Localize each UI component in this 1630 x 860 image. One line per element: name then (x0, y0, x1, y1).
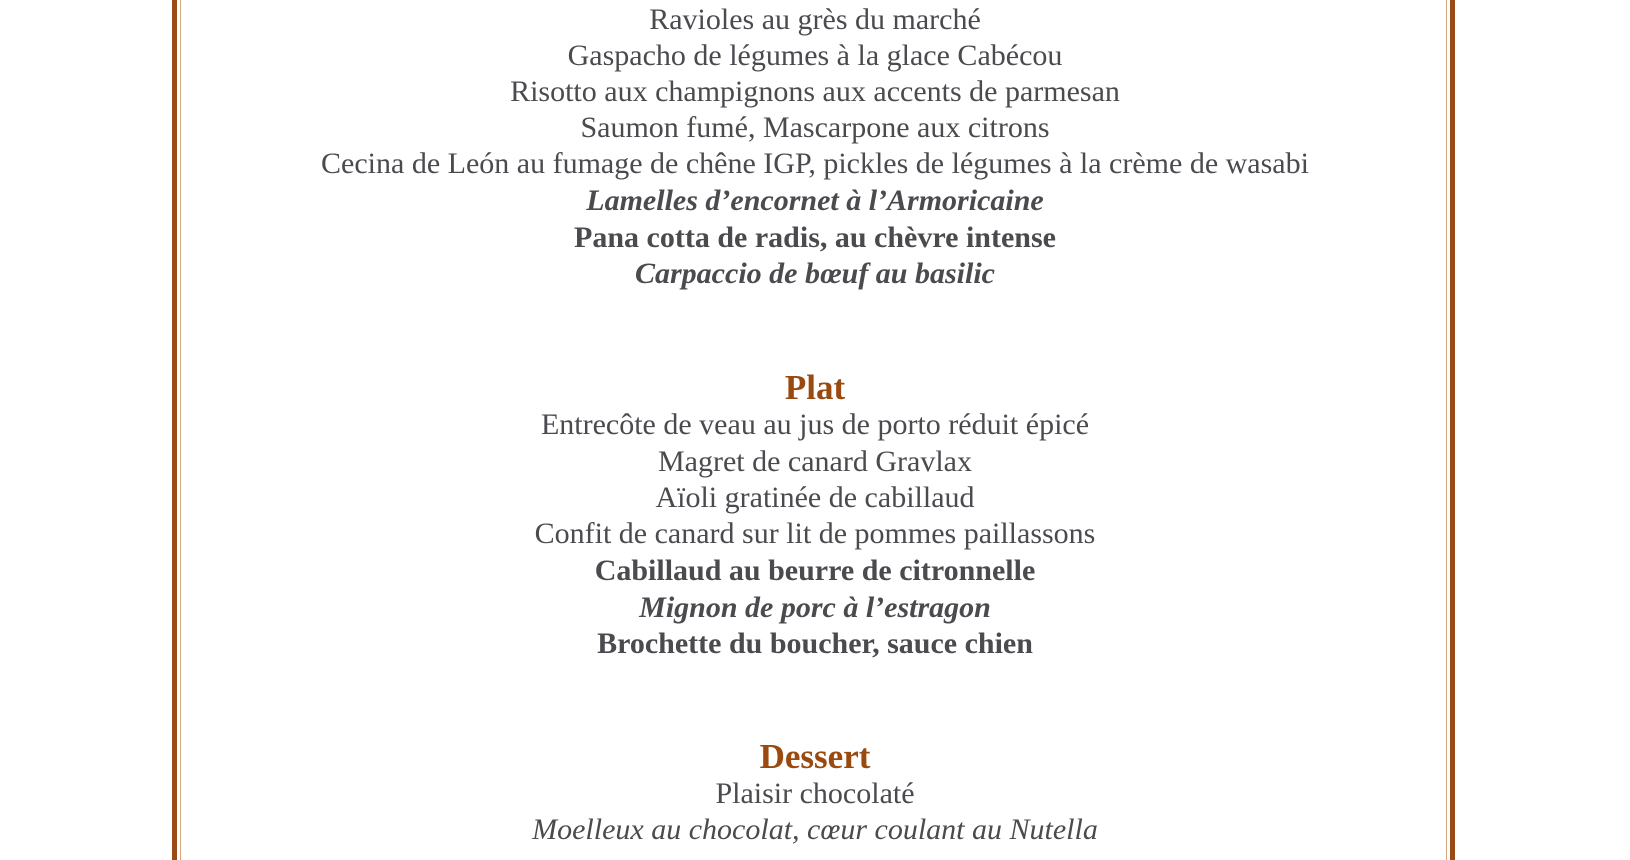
menu-item-entree-2: Gaspacho de légumes à la glace Cabécou (567, 39, 1063, 72)
section-heading-dessert: Dessert (759, 737, 871, 776)
menu-item-entree-7: Pana cotta de radis, au chèvre intense (574, 221, 1056, 254)
menu-item-plat-1: Entrecôte de veau au jus de porto réduit épicé (540, 408, 1090, 441)
menu-item-plat-5: Cabillaud au beurre de citronnelle (594, 554, 1036, 587)
menu-item-entree-6: Lamelles d’encornet à l’Armoricaine (586, 184, 1044, 217)
section-heading-plat: Plat (784, 368, 846, 407)
menu-item-entree-4: Saumon fumé, Mascarpone aux citrons (580, 111, 1050, 144)
menu-item-entree-1: Ravioles au grès du marché (649, 3, 981, 36)
menu-item-plat-3: Aïoli gratinée de cabillaud (655, 481, 975, 514)
menu-item-plat-7: Brochette du boucher, sauce chien (597, 627, 1033, 660)
menu-item-plat-4: Confit de canard sur lit de pommes paillassons (534, 517, 1096, 550)
menu-item-entree-3: Risotto aux champignons aux accents de parmesan (510, 75, 1120, 108)
menu-item-dessert-1: Plaisir chocolaté (715, 777, 915, 810)
menu-item-entree-8: Carpaccio de bœuf au basilic (635, 257, 995, 290)
menu-item-dessert-2: Moelleux au chocolat, cœur coulant au Nutella (532, 813, 1098, 846)
menu-item-plat-6: Mignon de porc à l’estragon (639, 591, 991, 624)
menu-item-entree-5: Cecina de León au fumage de chêne IGP, pickles de légumes à la crème de wasabi (321, 147, 1309, 180)
menu-item-plat-2: Magret de canard Gravlax (657, 445, 972, 478)
